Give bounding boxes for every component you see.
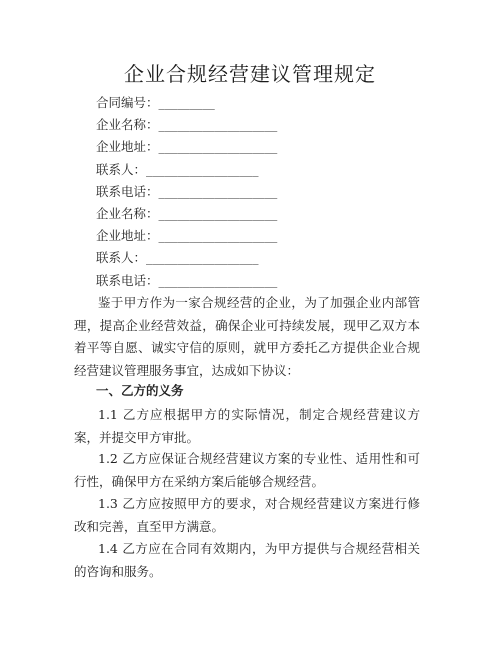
field-blank[interactable]: _________ <box>158 95 215 110</box>
field-company-address <box>96 136 277 158</box>
intro-paragraph: 鉴于甲方作为一家合规经营的企业，为了加强企业内部管理，提高企业经营效益，确保企业可持续发展，现甲乙双方本着平等自愿、诚实守信的原则，就甲方委托乙方提供企业合规经营建议管理服务事宜，达成如下协议： <box>74 295 420 378</box>
field-company-name-2 <box>96 203 277 225</box>
field-contact-phone <box>96 181 277 203</box>
field-contact-person <box>96 159 277 181</box>
field-label: 企业名称： <box>96 117 159 133</box>
field-label: 企业名称： <box>96 205 159 221</box>
field-contact-phone-2 <box>96 270 277 292</box>
field-blank[interactable]: ___________________ <box>158 139 278 155</box>
field-blank[interactable]: ___________________ <box>158 117 278 133</box>
clause-1-1: 1.1 乙方应根据甲方的实际情况，制定合规经营建议方案，并提交甲方审批。 <box>74 407 420 445</box>
field-contract-number <box>96 92 277 114</box>
document-title: 企业合规经营建议管理规定 <box>124 62 376 86</box>
clause-1-3: 1.3 乙方应按照甲方的要求，对合规经营建议方案进行修改和完善，直至甲方满意。 <box>74 496 420 534</box>
field-label: 联系电话： <box>96 183 159 199</box>
field-company-name <box>96 114 277 136</box>
field-contact-person-2 <box>96 247 277 269</box>
field-blank[interactable]: ___________________ <box>158 272 278 288</box>
field-label: 企业地址： <box>96 139 159 155</box>
field-blank[interactable]: ___________________ <box>158 205 278 221</box>
field-label: 联系人： <box>96 161 147 177</box>
field-label: 联系电话： <box>96 272 159 288</box>
field-label: 企业地址： <box>96 228 159 244</box>
field-label: 联系人： <box>96 250 147 266</box>
field-company-address-2 <box>96 225 277 247</box>
field-label: 合同编号： <box>96 95 159 110</box>
field-blank[interactable]: ___________________ <box>158 183 278 199</box>
section-heading: 一、乙方的义务 <box>96 383 184 398</box>
field-blank[interactable]: ___________________ <box>158 228 278 244</box>
contact-fields <box>96 92 277 292</box>
clause-1-4: 1.4 乙方应在合同有效期内，为甲方提供与合规经营相关的咨询和服务。 <box>74 541 420 579</box>
clause-1-2: 1.2 乙方应保证合规经营建议方案的专业性、适用性和可行性，确保甲方在采纳方案后能够合规经营。 <box>74 451 420 489</box>
field-blank[interactable]: __________________ <box>146 161 259 177</box>
field-blank[interactable]: __________________ <box>146 250 259 266</box>
